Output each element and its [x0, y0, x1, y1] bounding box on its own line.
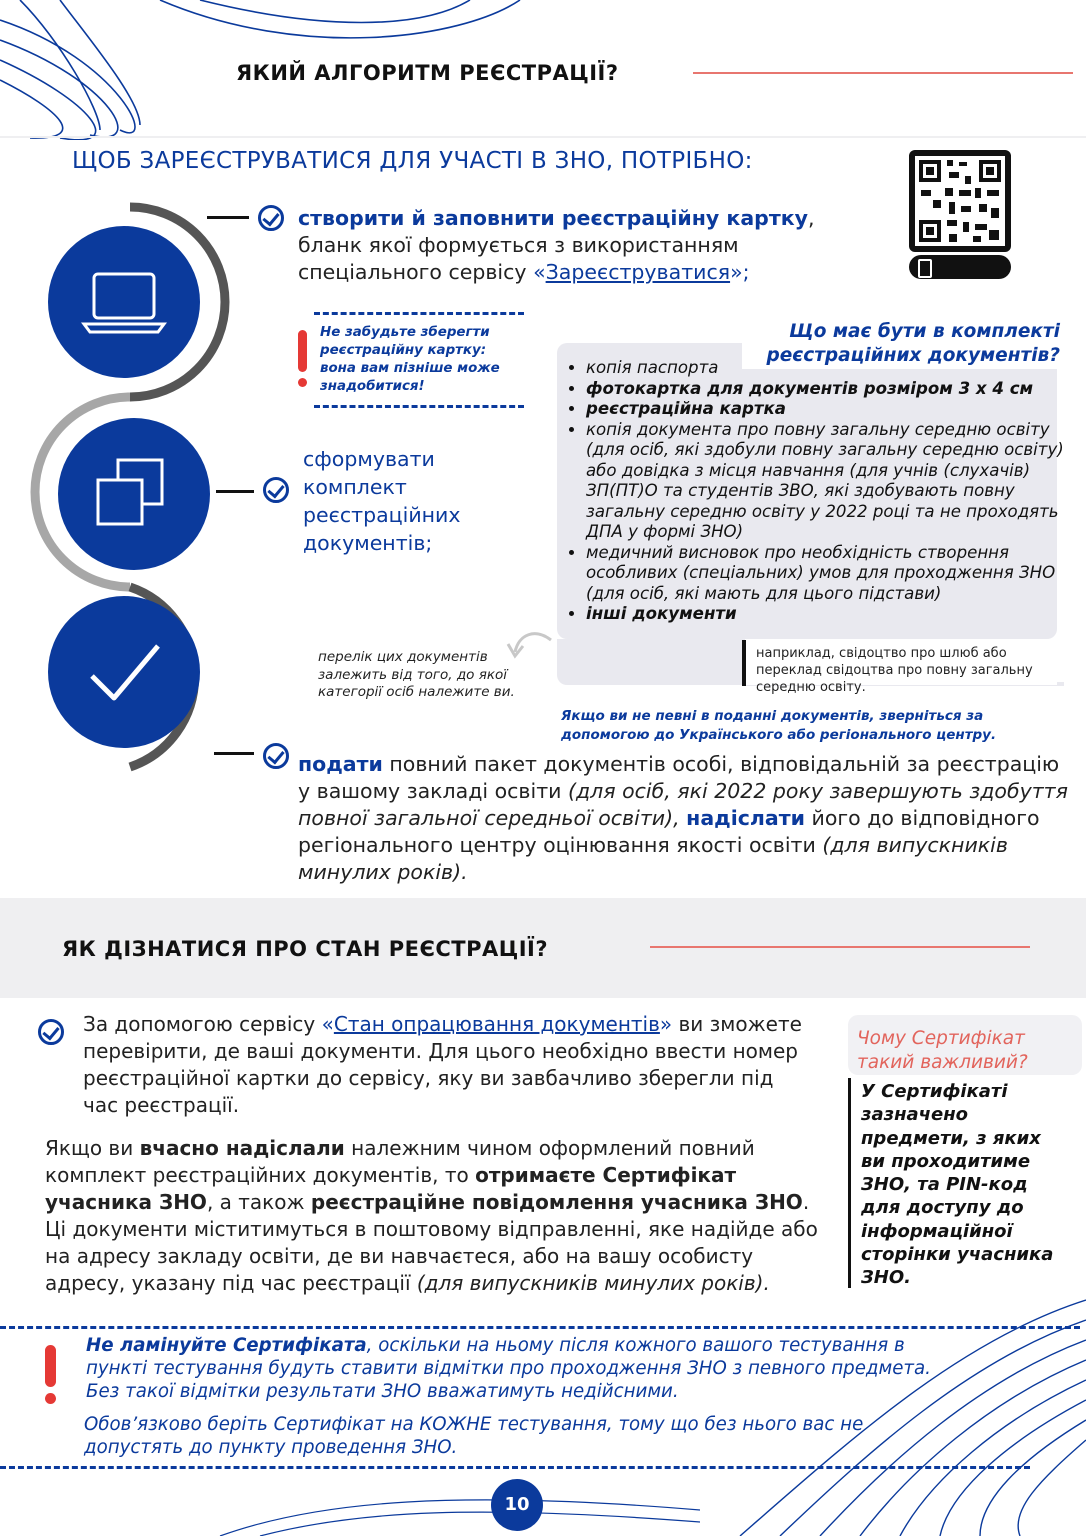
step1-comma: ,	[808, 206, 815, 230]
step1-connector	[207, 216, 249, 219]
example-note: наприклад, свідоцтво про шлюб або переклад свідоцтва про повну загальну середню освіту.	[756, 646, 1033, 695]
status-paragraph	[83, 1011, 803, 1119]
side-bar	[848, 1078, 851, 1288]
qr-code[interactable]	[909, 150, 1011, 252]
checkmark-icon	[48, 596, 200, 748]
doc-item: • фотокартка для документів розміром 3 х 4 см	[586, 379, 1066, 400]
laminate-warning	[86, 1334, 966, 1403]
exclamation-icon	[298, 330, 307, 372]
step3-text2: його до відповідного регіонального центру оцінювання якості освіти	[298, 806, 1040, 857]
step1-text	[298, 205, 838, 286]
register-link[interactable]: Зареєструватися	[545, 260, 731, 284]
section1-title: ЯКИЙ АЛГОРИТМ РЕЄСТРАЦІЇ?	[236, 61, 619, 85]
step3-bold1: подати	[298, 752, 383, 776]
curved-arrow-icon	[505, 630, 555, 664]
step3-bold2: надіслати	[686, 806, 805, 830]
quote-open: «	[321, 1012, 334, 1036]
para2-t3: , а також	[206, 1190, 311, 1214]
warning-rest: , оскільки на ньому після кожного вашого тестування в пункті тестування будуть ставити відмітки про проходження ЗНО з певного предмета. Без такої відмітки результати ЗНО вважатимуть недійсними.	[86, 1335, 931, 1402]
warning-bold: Не ламінуйте Сертифіката	[86, 1335, 367, 1356]
exclamation-dot	[45, 1393, 56, 1404]
section1-subtitle: ЩОБ ЗАРЕЄСТРУВАТИСЯ ДЛЯ УЧАСТІ В ЗНО, ПОТРІБНО:	[72, 148, 753, 174]
laptop-icon	[48, 226, 200, 378]
doc-item: • реєстраційна картка	[586, 399, 1066, 420]
para2-b2: отримаєте Сертифікат учасника ЗНО	[45, 1163, 737, 1214]
exclamation-dot	[298, 378, 307, 387]
dashed-line	[314, 405, 524, 408]
step3-connector	[214, 752, 254, 755]
status-service-link[interactable]: Стан опрацювання документів	[333, 1012, 660, 1036]
doc-item: • копія документа про повну загальну середню освіту (для осіб, які здобули повну загальну середню освіту) або довідка з місця навчання (для учнів (слухачів) ЗП(ПТ)О та студентів ЗВО, які здобувають повну загальну середню освіту у 2022 році та не проходять ДПА у формі ЗНО)	[586, 420, 1066, 543]
para2-i1: (для випускників минулих років).	[416, 1271, 770, 1295]
doc-item: • копія паспорта	[586, 358, 1066, 379]
step1-rest: бланк якої формується з використанням спеціального сервісу	[298, 233, 739, 284]
panel-bottom	[557, 639, 745, 685]
documents-list	[560, 358, 1066, 625]
page-number: 10	[491, 1479, 543, 1531]
title-underline	[650, 946, 1030, 948]
bring-certificate-warning: Обов’язково беріть Сертифікат на КОЖНЕ тестування, тому що без нього вас не допустять до пункту проведення ЗНО.	[84, 1414, 864, 1458]
step3-italic1: (для осіб, які 2022 року завершують здобуття повної загальної середньої освіти),	[298, 779, 1068, 830]
quote-close: »	[659, 1012, 673, 1036]
dashed-line	[0, 1326, 1080, 1329]
step3-circle	[48, 596, 200, 748]
step3-text1: повний пакет документів особі, відповідальній за реєстрацію у вашому закладі освіти	[298, 752, 1060, 803]
phone-icon	[918, 259, 932, 278]
documents-icon	[58, 418, 210, 570]
docs-question: Що має бути в комплекті реєстраційних документів?	[766, 321, 1060, 366]
section2-title: ЯК ДІЗНАТИСЯ ПРО СТАН РЕЄСТРАЦІЇ?	[62, 937, 549, 961]
divider	[0, 136, 1086, 138]
check-circle-icon	[258, 205, 284, 231]
para2-b1: вчасно надіслали	[139, 1136, 345, 1160]
decorative-waves-bottom	[700, 1280, 1086, 1536]
para1-text1: За допомогою сервісу	[83, 1012, 322, 1036]
check-circle-icon	[38, 1019, 64, 1045]
para2-b3: реєстраційне повідомлення учасника ЗНО	[310, 1190, 803, 1214]
dashed-line	[314, 312, 524, 315]
note-bar	[742, 640, 746, 686]
check-circle-icon	[263, 477, 289, 503]
category-note: перелік цих документів залежить від того, до якої категорії осіб належите ви.	[318, 649, 515, 700]
para1-text2: ви зможете перевірити, де ваші документи. Для цього необхідно ввести номер реєстраційної картки до сервісу, яку ви завбачливо зберегли під час реєстрації.	[83, 1012, 802, 1117]
side-answer: У Сертифікаті зазначено предмети, з яких ви проходитиме ЗНО, та PIN-код для доступу до інформаційної сторінки учасника ЗНО.	[861, 1081, 1054, 1289]
step3-text	[298, 751, 1068, 886]
step2-circle	[58, 418, 210, 570]
help-note: Якщо ви не певні в поданні документів, зверніться за допомогою до Українського або регіонального центру.	[561, 708, 997, 743]
step3-italic2: (для випускників минулих років).	[298, 833, 1008, 884]
para2-t4: . Ці документи міститимуться в поштовому відправленні, яке надійде або на адресу закладу освіти, де ви навчаєтеся, або на вашу особисту адресу, указану під час реєстрації	[45, 1190, 818, 1295]
exclamation-icon	[45, 1345, 56, 1387]
quote-open: «	[533, 260, 546, 284]
doc-item: • медичний висновок про необхідність створення особливих (спеціальних) умов для проходження ЗНО (для осіб, які мають для цього підстави)	[586, 543, 1066, 605]
side-question: Чому Сертифікат такий важливий?	[857, 1028, 1028, 1073]
para2-t2: належним чином оформлений повний комплект реєстраційних документів, то	[45, 1136, 755, 1187]
step1-bold: створити й заповнити реєстраційну картку	[298, 206, 808, 230]
step2-connector	[216, 490, 254, 493]
qr-scan-label	[909, 255, 1011, 279]
decorative-waves-bottom-left	[0, 1460, 700, 1536]
certificate-paragraph	[45, 1135, 835, 1297]
check-circle-icon	[263, 743, 289, 769]
step2-text: сформувати комплект реєстраційних документів;	[303, 447, 461, 555]
dashed-line	[0, 1466, 1030, 1469]
para2-t1: Якщо ви	[45, 1136, 140, 1160]
title-underline	[693, 72, 1073, 74]
save-card-note: Не забудьте зберегти реєстраційну картку: вона вам пізніше може знадобитися!	[320, 325, 500, 394]
step1-circle	[48, 226, 200, 378]
doc-item: • інші документи	[586, 604, 1066, 625]
quote-close: »;	[730, 260, 750, 284]
